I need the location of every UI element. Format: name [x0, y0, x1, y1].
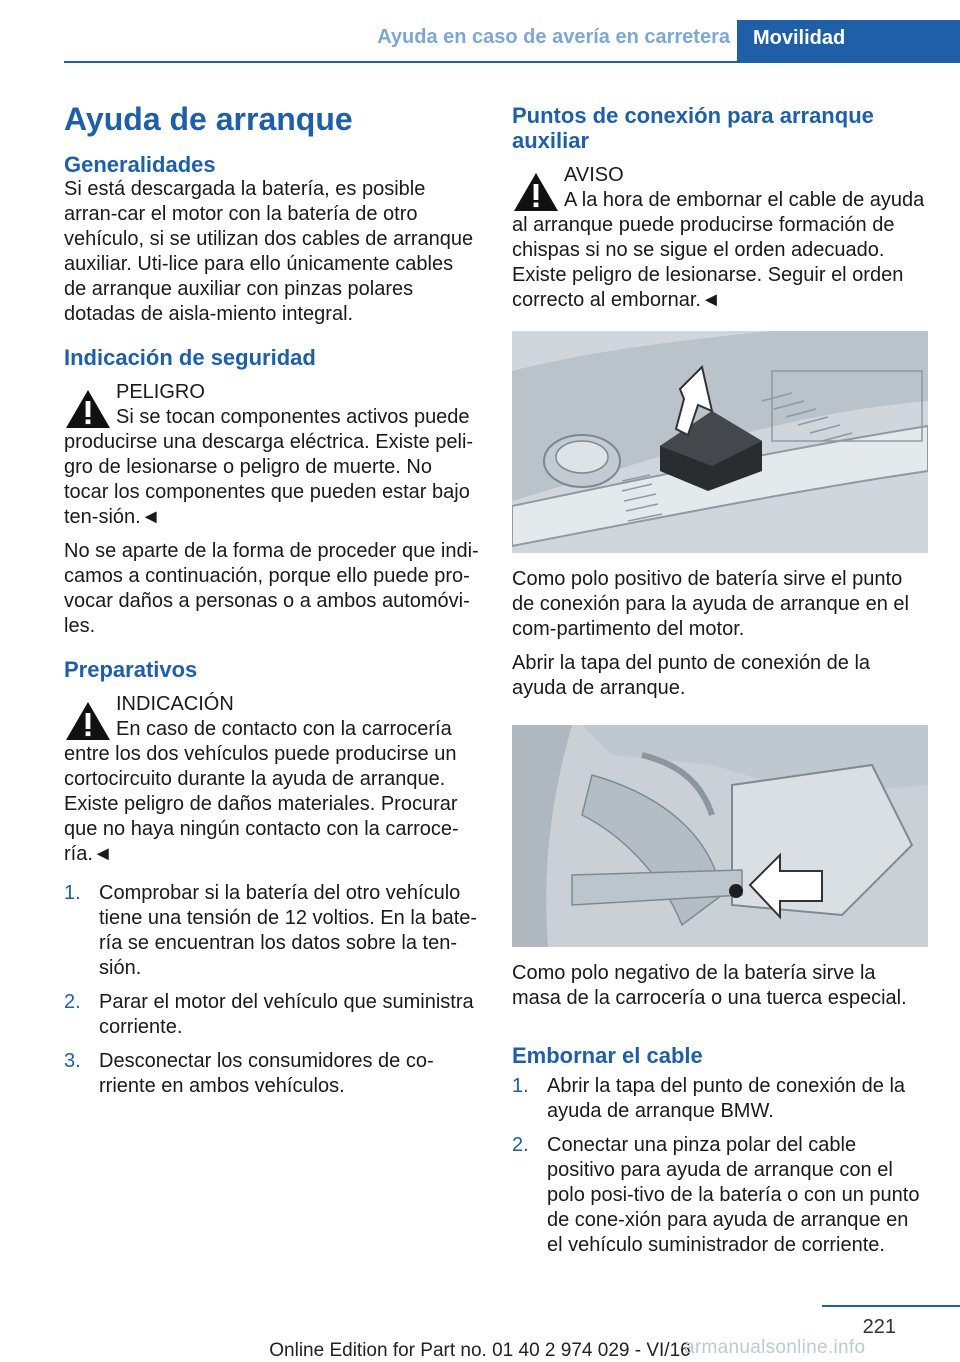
- left-column: [64, 100, 479, 1099]
- right-column: [512, 103, 928, 1258]
- cable-steps: [512, 1074, 928, 1258]
- step-number: 1.: [512, 1075, 529, 1097]
- step-number: 1.: [64, 882, 81, 904]
- step-text: Conectar una pinza polar del cable positivo para ayuda de arranque con el polo posi-tivo de la batería o con un punto de cone-xión para ayuda de arranque en el vehículo suministrador de corriente.: [547, 1134, 920, 1256]
- engine-bay-illustration: [512, 331, 928, 553]
- step-text: Comprobar si la batería del otro vehículo tiene una tensión de 12 voltios. En la bate-ría se encuentran los datos sobre la ten-sión.: [99, 882, 478, 979]
- danger-warning: [64, 380, 479, 530]
- warning-label: INDICACIÓN: [116, 693, 234, 715]
- header-section-title: Ayuda en caso de avería en carretera: [377, 26, 730, 48]
- step-text: Abrir la tapa del punto de conexión de la ayuda de arranque BMW.: [547, 1075, 906, 1122]
- step-text: Desconectar los consumidores de co-rriente en ambos vehículos.: [99, 1050, 434, 1097]
- step-number: 2.: [512, 1134, 529, 1156]
- open-cover-text: Abrir la tapa del punto de conexión de la ayuda de arranque.: [512, 652, 871, 699]
- footer-rule: [822, 1305, 960, 1307]
- caution-warning: [512, 163, 928, 313]
- page-title: Ayuda de arranque: [64, 101, 353, 137]
- heading-safety: Indicación de seguridad: [64, 345, 316, 370]
- warning-label: PELIGRO: [116, 381, 205, 403]
- step-number: 2.: [64, 991, 81, 1013]
- cable-section: [512, 1043, 928, 1258]
- list-item: [64, 1049, 479, 1099]
- list-item: [512, 1133, 928, 1258]
- heading-cable: Embornar el cable: [512, 1043, 703, 1068]
- header-chapter-tab: Movilidad: [737, 20, 960, 63]
- warning-text: En caso de contacto con la carrocería entre los dos vehículos puede producirse un cortocircuito durante la ayuda de arranque. Existe peligro de daños materiales. Procurar que no haya ningún contacto con la carroce-ría.◄: [64, 718, 459, 865]
- general-text: Si está descargada la batería, es posible arran-car el motor con la batería de otro vehículo, si se utilizan dos cables de arranque auxiliar. Uti-lice para ello únicamente cables de arranque auxiliar con pinzas polares dotadas de aisla-miento integral.: [64, 178, 474, 325]
- prep-steps: [64, 881, 479, 1099]
- step-text: Parar el motor del vehículo que suministra corriente.: [99, 991, 474, 1038]
- prep-section: [64, 657, 479, 1099]
- warning-triangle-icon: [512, 171, 560, 213]
- warning-text: Si se tocan componentes activos puede producirse una descarga eléctrica. Existe peli-gro de lesionarse o peligro de muerte. No tocar los componentes que pueden estar bajo ten-sión.◄: [64, 406, 474, 528]
- header-rule: [64, 61, 960, 63]
- list-item: [64, 990, 479, 1040]
- figure-negative-ground: [512, 725, 928, 947]
- warning-label: AVISO: [564, 164, 624, 186]
- step-number: 3.: [64, 1050, 81, 1072]
- notice-warning: [64, 692, 479, 867]
- page-number: 221: [862, 1316, 896, 1338]
- figure-positive-terminal: [512, 331, 928, 553]
- safety-section: [64, 345, 479, 639]
- warning-text: A la hora de embornar el cable de ayuda al arranque puede producirse formación de chispas si no se sigue el orden adecuado. Existe peligro de lesionarse. Seguir el orden correcto al embornar.◄: [512, 189, 925, 311]
- caption-positive: Como polo positivo de batería sirve el punto de conexión para la ayuda de arranque en el com-partimento del motor.: [512, 568, 909, 640]
- ground-point-illustration: [512, 725, 928, 947]
- watermark: armanualsonline.info: [684, 1337, 866, 1358]
- warning-triangle-icon: [64, 700, 112, 742]
- caption-negative: Como polo negativo de la batería sirve la masa de la carrocería o una tuerca especial.: [512, 962, 907, 1009]
- heading-connection-points: Puntos de conexión para arranque auxiliar: [512, 103, 874, 153]
- list-item: [512, 1074, 928, 1124]
- warning-triangle-icon: [64, 388, 112, 430]
- heading-general: Generalidades: [64, 152, 216, 177]
- edition-line: Online Edition for Part no. 01 40 2 974 029 - VI/16: [269, 1340, 691, 1361]
- safety-text: No se aparte de la forma de proceder que indi-camos a continuación, porque ello puede pro-vocar daños a personas o a ambos automóvi-les.: [64, 540, 479, 637]
- heading-prep: Preparativos: [64, 657, 198, 682]
- list-item: [64, 881, 479, 981]
